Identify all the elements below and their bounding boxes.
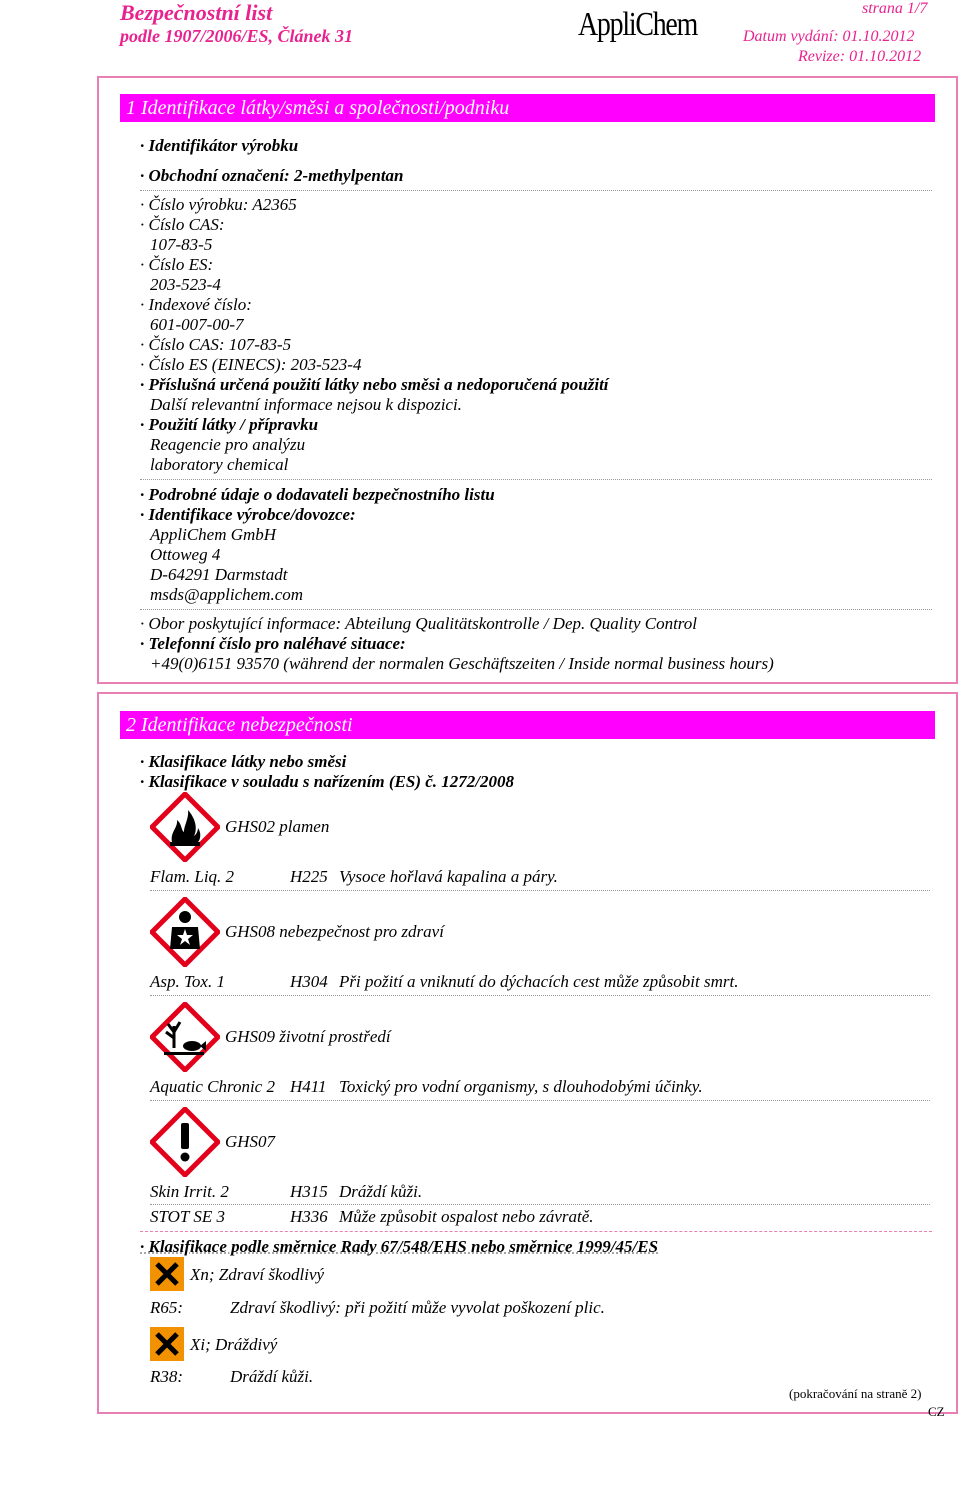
hazard-statement: Dráždí kůži.: [339, 1182, 423, 1201]
hazard-category: Aquatic Chronic 2: [150, 1077, 275, 1096]
hazard-statement: Vysoce hořlavá kapalina a páry.: [339, 867, 558, 886]
company-city: D-64291 Darmstadt: [150, 565, 288, 584]
hazard-statement: Při požití a vniknutí do dýchacích cest může způsobit smrt.: [339, 972, 739, 991]
regulation-label: · Klasifikace v souladu s nařízením (ES) č. 1272/2008: [140, 772, 515, 791]
product-identifier-label: · Identifikátor výrobku: [140, 136, 299, 155]
ghs02-label: GHS02 plamen: [225, 817, 330, 836]
index-value: 601-007-00-7: [150, 315, 244, 334]
classification-label: · Klasifikace látky nebo směsi: [140, 752, 347, 771]
cas-line: · Číslo CAS: 107-83-5: [140, 335, 292, 354]
irritant-cross-icon: [150, 1327, 184, 1361]
ghs07-label: GHS07: [225, 1132, 276, 1151]
r-code: R65:: [150, 1298, 184, 1317]
page-number: strana 1/7: [862, 0, 928, 17]
use-value-1: Reagencie pro analýzu: [150, 435, 306, 454]
divider: [140, 479, 932, 480]
r-code: R38:: [150, 1367, 184, 1386]
doc-title: Bezpečnostní list: [120, 0, 273, 25]
flame-icon: [150, 792, 220, 862]
continued-note: (pokračování na straně 2): [789, 1386, 922, 1401]
supplier-label: · Podrobné údaje o dodavateli bezpečnostního listu: [140, 485, 495, 504]
info-department: · Obor poskytující informace: Abteilung Qualitätskontrolle / Dep. Quality Control: [140, 614, 698, 633]
cas-value: 107-83-5: [150, 235, 213, 254]
manufacturer-label: · Identifikace výrobce/dovozce:: [140, 505, 356, 524]
emergency-phone-value: +49(0)6151 93570 (während der normalen Geschäftszeiten / Inside normal business hours): [150, 654, 774, 673]
uses-label: · Příslušná určená použití látky nebo směsi a nedoporučená použití: [140, 375, 609, 394]
hazard-category: STOT SE 3: [150, 1207, 225, 1226]
divider: [150, 1100, 930, 1101]
directive-label: · Klasifikace podle směrnice Rady 67/548/EHS nebo směrnice 1999/45/ES: [140, 1237, 659, 1256]
r-text: Dráždí kůži.: [230, 1367, 314, 1386]
exclamation-icon: [150, 1107, 220, 1177]
divider: [140, 1231, 932, 1232]
company-name: AppliChem GmbH: [150, 525, 277, 544]
company-street: Ottoweg 4: [150, 545, 221, 564]
harmful-cross-icon: [150, 1257, 184, 1291]
health-hazard-icon: [150, 897, 220, 967]
divider: [150, 1204, 930, 1205]
es-value: 203-523-4: [150, 275, 221, 294]
uses-value: Další relevantní informace nejsou k dispozici.: [150, 395, 462, 414]
company-email[interactable]: msds@applichem.com: [150, 585, 304, 604]
brand-logo: AppliChem: [578, 6, 698, 43]
environment-icon: [150, 1002, 220, 1072]
divider: [140, 609, 932, 610]
hazard-category: Flam. Liq. 2: [150, 867, 235, 886]
revision-date: Revize: 01.10.2012: [798, 48, 922, 65]
section2-heading: 2 Identifikace nebezpečnosti: [120, 711, 935, 739]
hazard-statement: Toxický pro vodní organismy, s dlouhodobými účinky.: [339, 1077, 703, 1096]
hazard-statement: Může způsobit ospalost nebo závratě.: [339, 1207, 594, 1226]
irritant-label: Xi; Dráždivý: [190, 1335, 278, 1354]
harmful-label: Xn; Zdraví škodlivý: [190, 1265, 325, 1284]
einecs-line: · Číslo ES (EINECS): 203-523-4: [140, 355, 362, 374]
hazard-code: H225: [290, 867, 328, 886]
section1-heading: 1 Identifikace látky/směsi a společnosti/podniku: [120, 94, 935, 122]
use-label: · Použití látky / přípravku: [140, 415, 319, 434]
hazard-code: H411: [290, 1077, 327, 1096]
hazard-category: Skin Irrit. 2: [150, 1182, 229, 1201]
divider: [140, 190, 932, 191]
hazard-code: H315: [290, 1182, 328, 1201]
use-value-2: laboratory chemical: [150, 455, 289, 474]
ghs09-label: GHS09 životní prostředí: [225, 1027, 391, 1046]
r-text: Zdraví škodlivý: při požití může vyvolat poškození plic.: [230, 1298, 605, 1317]
hazard-code: H336: [290, 1207, 328, 1226]
divider: [150, 995, 930, 996]
issue-date: Datum vydání: 01.10.2012: [743, 28, 915, 45]
hazard-code: H304: [290, 972, 328, 991]
doc-subtitle: podle 1907/2006/ES, Článek 31: [120, 26, 354, 46]
country-code: CZ: [928, 1404, 945, 1419]
trade-name: · Obchodní označení: 2-methylpentan: [140, 166, 404, 185]
divider: [150, 890, 930, 891]
hazard-category: Asp. Tox. 1: [150, 972, 225, 991]
product-number: · Číslo výrobku: A2365: [140, 195, 297, 214]
es-label: · Číslo ES:: [140, 255, 214, 274]
cas-label: · Číslo CAS:: [140, 215, 225, 234]
emergency-phone-label: · Telefonní číslo pro naléhavé situace:: [140, 634, 406, 653]
ghs08-label: GHS08 nebezpečnost pro zdraví: [225, 922, 444, 941]
index-label: · Indexové číslo:: [140, 295, 252, 314]
